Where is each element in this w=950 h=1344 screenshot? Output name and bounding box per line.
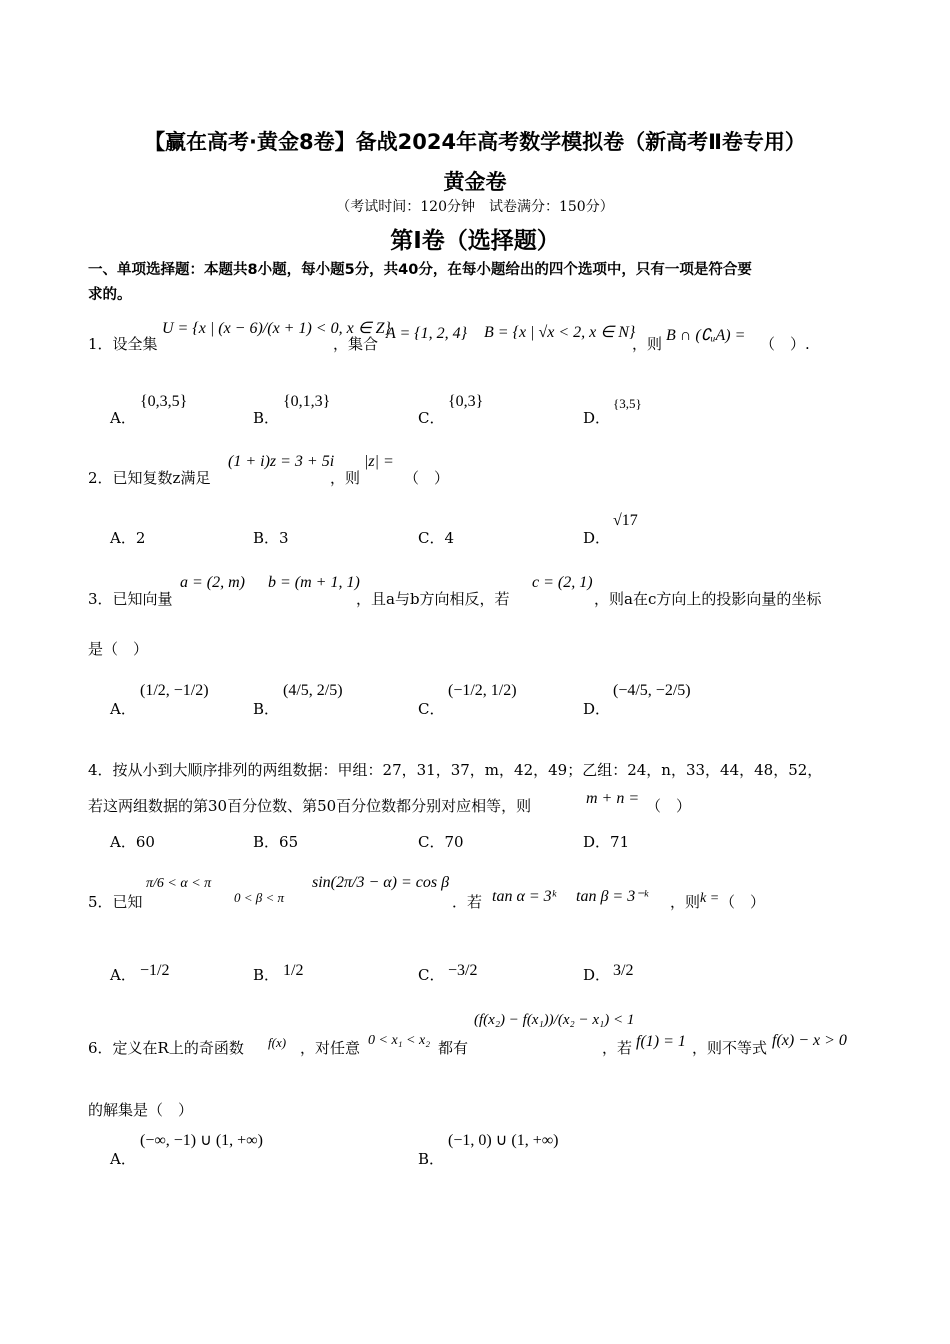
q2-tail: （ ） [404, 469, 450, 487]
q5-mid2: ，则 [670, 893, 701, 911]
q4-option-a[interactable]: A．60 [110, 833, 155, 851]
q3-option-c-value: (−1/2, 1/2) [448, 682, 517, 699]
q6-expr3: (f(x₂) − f(x₁))/(x₂ − x₁) < 1 [474, 1012, 635, 1028]
q3-expr-b: b = (m + 1, 1) [268, 574, 360, 591]
q5-tail: （ ） [720, 893, 766, 911]
q3-option-b-value: (4/5, 2/5) [283, 682, 343, 699]
q3-line2: 是（ ） [88, 640, 149, 658]
q2-mid: ，则 [330, 469, 361, 487]
q1-option-d-value: {3,5} [613, 396, 642, 411]
q5-option-a[interactable]: A． [110, 966, 136, 984]
q6-expr5: f(x) − x > 0 [772, 1032, 847, 1049]
q6-option-a-value: (−∞, −1) ∪ (1, +∞) [140, 1132, 263, 1149]
q6-option-a[interactable]: A． [110, 1150, 136, 1168]
q3-prefix: 3．已知向量 [88, 590, 173, 608]
q4-option-b[interactable]: B．65 [253, 833, 299, 851]
q1-option-d[interactable]: D． [583, 409, 611, 427]
q3-tail: ，则a在c方向上的投影向量的坐标 [594, 590, 822, 608]
q2-expr2: |z| = [364, 453, 394, 470]
q1-option-a[interactable]: A． [110, 409, 136, 427]
q5-mid: ．若 [452, 893, 483, 911]
q2-option-c[interactable]: C．4 [418, 529, 455, 547]
section-heading-line2: 求的。 [88, 287, 132, 303]
q5-option-d[interactable]: D． [583, 966, 611, 984]
q3-expr-c: c = (2, 1) [532, 574, 593, 591]
q2-option-d[interactable]: D． [583, 529, 611, 547]
q2-number: 2．已知复数z满足 [88, 469, 211, 487]
q3-option-c[interactable]: C． [418, 700, 445, 718]
q1-expr-B: B = {x | √x < 2, x ∈ N} [484, 324, 636, 341]
q3-mid: ，且a与b方向相反，若 [356, 590, 510, 608]
q6-mid4: ，则不等式 [692, 1039, 768, 1057]
q6-line2: 的解集是（ ） [88, 1101, 194, 1119]
q6-expr1: f(x) [268, 1035, 287, 1050]
q2-option-d-value: √17 [613, 512, 638, 529]
q1-expr-A: A = {1, 2, 4} [386, 325, 468, 342]
q3-option-d-value: (−4/5, −2/5) [613, 682, 691, 699]
q6-expr2: 0 < x₁ < x₂ [368, 1033, 431, 1048]
exam-subtitle: 黄金卷 [443, 170, 507, 194]
q5-expr1: π/6 < α < π [146, 876, 212, 891]
q1-option-b[interactable]: B． [253, 409, 280, 427]
q4-line2: 若这两组数据的第30百分位数、第50百分位数都分别对应相等，则 [88, 797, 532, 815]
q3-expr-a: a = (2, m) [180, 574, 246, 591]
q6-mid3: ，若 [602, 1039, 633, 1057]
q5-prefix: 5．已知 [88, 893, 143, 911]
q3-option-d[interactable]: D． [583, 700, 611, 718]
q5-expr3: sin(2π/3 − α) = cos β [312, 874, 450, 891]
q5-option-b[interactable]: B． [253, 966, 280, 984]
q5-expr6: k = [700, 891, 720, 906]
q6-mid1: ，对任意 [300, 1039, 361, 1057]
q2-option-b[interactable]: B．3 [253, 529, 289, 547]
exam-title: 【赢在高考·黄金8卷】备战2024年高考数学模拟卷（新高考Ⅱ卷专用） [144, 130, 806, 154]
q5-option-d-value: 3/2 [613, 962, 634, 979]
q1-mid1: ，集合 [333, 335, 379, 353]
q4-expr: m + n = [586, 790, 640, 807]
q1-number: 1．设全集 [88, 335, 158, 353]
q4-option-c[interactable]: C．70 [418, 833, 464, 851]
q1-option-c-value: {0,3} [448, 393, 484, 410]
part-title: 第I卷（选择题） [390, 228, 560, 254]
q1-expr-result: B ∩ (∁ᵤA) = [666, 327, 746, 344]
q5-expr4: tan α = 3ᵏ [492, 888, 557, 905]
q3-option-a-value: (1/2, −1/2) [140, 682, 209, 699]
section-heading-line1: 一、单项选择题：本题共8小题，每小题5分，共40分，在每小题给出的四个选项中，只有一项是符合要 [88, 262, 752, 278]
q2-expr: (1 + i)z = 3 + 5i [228, 453, 335, 470]
exam-info: （考试时间：120分钟 试卷满分：150分） [336, 199, 614, 215]
q1-tail: （ ）. [760, 335, 810, 353]
q6-option-b-value: (−1, 0) ∪ (1, +∞) [448, 1132, 559, 1149]
q1-mid2: ，则 [632, 335, 663, 353]
q4-line1: 4．按从小到大顺序排列的两组数据：甲组：27，31，37，m，42，49；乙组：24，n，33，44，48，52， [88, 761, 823, 779]
q6-option-b[interactable]: B． [418, 1150, 445, 1168]
q4-option-d[interactable]: D．71 [583, 833, 630, 851]
q6-mid2: 都有 [438, 1039, 469, 1057]
q3-option-b[interactable]: B． [253, 700, 280, 718]
q1-option-a-value: {0,3,5} [140, 393, 188, 410]
q4-tail: （ ） [646, 797, 692, 815]
q1-option-b-value: {0,1,3} [283, 393, 331, 410]
q6-prefix: 6．定义在R上的奇函数 [88, 1039, 244, 1057]
q5-expr2: 0 < β < π [234, 890, 285, 905]
q1-option-c[interactable]: C． [418, 409, 445, 427]
q5-option-a-value: −1/2 [140, 962, 170, 979]
q5-option-c[interactable]: C． [418, 966, 445, 984]
q6-expr4: f(1) = 1 [636, 1033, 686, 1050]
q3-option-a[interactable]: A． [110, 700, 136, 718]
q2-option-a[interactable]: A．2 [110, 529, 146, 547]
q5-option-c-value: −3/2 [448, 962, 478, 979]
q1-expr-U: U = {x | (x − 6)/(x + 1) < 0, x ∈ Z} [162, 320, 391, 337]
q5-expr5: tan β = 3⁻ᵏ [576, 888, 649, 905]
q5-option-b-value: 1/2 [283, 962, 304, 979]
